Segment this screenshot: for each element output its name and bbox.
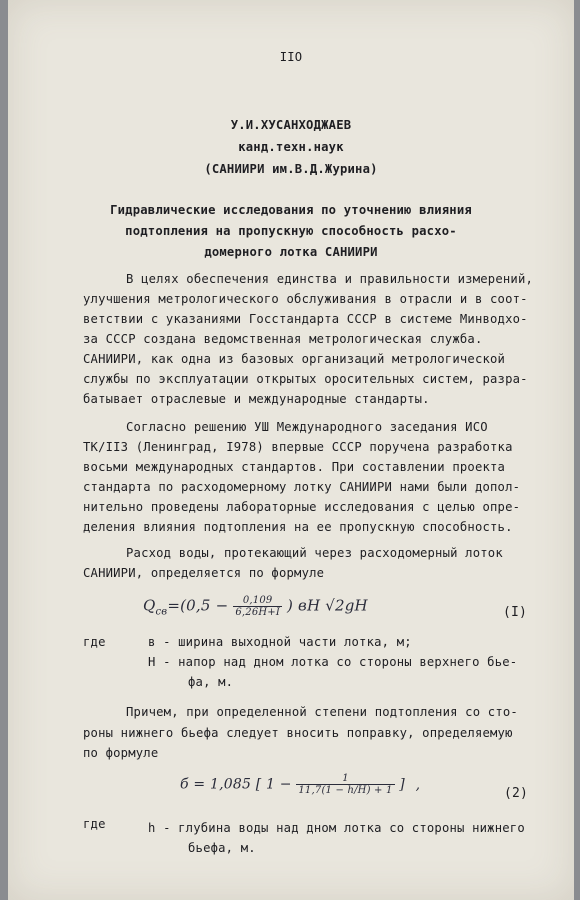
author-name: У.И.ХУСАНХОДЖАЕВ — [230, 118, 352, 132]
paragraph-line: Причем, при определенной степени подтопления со сто- — [126, 705, 518, 719]
where-label: где — [83, 817, 106, 831]
title-line: Гидравлические исследования по уточнению влияния — [110, 203, 472, 217]
paragraph-line: В целях обеспечения единства и правильности измерений, — [126, 272, 534, 286]
paragraph-line: Расход воды, протекающий через расходомерный лоток — [126, 546, 503, 560]
page-number: IIO — [279, 50, 303, 64]
formula-2-denominator: 11,7(1 − h/H) + 1 — [298, 785, 393, 796]
paragraph-line: за СССР создана ведомственная метрологическая служба. — [83, 332, 483, 346]
where-item: Н - напор над дном лотка со стороны верхнего бье- — [148, 655, 518, 669]
paragraph-line: улучшения метрологического обслуживания в отрасли и в соот- — [83, 292, 528, 306]
formula-1-lhs: Q — [143, 596, 156, 615]
document-page — [8, 0, 574, 900]
title-line: домерного лотка САНИИРИ — [204, 245, 378, 259]
where-item: h - глубина воды над дном лотка со стороны нижнего — [148, 821, 525, 835]
paragraph-line: ТК/II3 (Ленинград, I978) впервые СССР поручена разработка — [83, 440, 513, 454]
title-line: подтопления на пропускную способность расхо- — [125, 224, 457, 238]
paragraph-line: восьми международных стандартов. При составлении проекта — [83, 460, 506, 474]
where-item: фа, м. — [188, 675, 234, 689]
paragraph-line: роны нижнего бьефа следует вносить поправку, определяемую — [83, 726, 513, 740]
formula-2-open: [ 1 − — [255, 776, 292, 793]
author-affiliation: (САНИИРИ им.В.Д.Журина) — [204, 162, 378, 176]
paragraph-line: САНИИРИ, определяется по формуле — [83, 566, 325, 580]
formula-1-lhs-subscript: св — [155, 606, 168, 618]
where-item: в - ширина выходной части лотка, м; — [148, 635, 412, 649]
paragraph-line: стандарта по расходомерному лотку САНИИРИ нами были допол- — [83, 480, 521, 494]
formula-1-close: ) вH √2gH — [287, 596, 368, 615]
author-degree: канд.техн.наук — [238, 140, 344, 154]
formula-1-fraction — [233, 595, 282, 618]
paragraph-line: нительно проведены лабораторные исследования с целью опре- — [83, 500, 521, 514]
formula-1 — [143, 595, 368, 618]
paragraph-line: по формуле — [83, 746, 159, 760]
paragraph-line: ветствии с указаниями Госстандарта СССР в системе Минводхо- — [83, 312, 528, 326]
formula-1-open: =(0,5 − — [167, 596, 229, 615]
formula-2-fraction — [296, 773, 394, 796]
paragraph-line: службы по эксплуатации открытых оросительных систем, разра- — [83, 372, 528, 386]
formula-2-numerator: 1 — [296, 773, 394, 785]
formula-2-number: (2) — [504, 786, 529, 801]
paragraph-line: САНИИРИ, как одна из базовых организаций метрологической — [83, 352, 506, 366]
where-label: где — [83, 635, 106, 649]
paragraph-line: Согласно решению УШ Международного заседания ИСО — [126, 420, 488, 434]
paragraph-line: деления влияния подтопления на ее пропускную способность. — [83, 520, 513, 534]
formula-2 — [180, 773, 420, 796]
where-item: бьефа, м. — [188, 841, 256, 855]
formula-2-comma: , — [415, 776, 421, 793]
formula-2-lhs: б = 1,085 — [180, 776, 252, 793]
paragraph-line: батывает отраслевые и международные стандарты. — [83, 392, 430, 406]
formula-1-number: (I) — [503, 605, 528, 620]
formula-2-close: ] — [399, 776, 405, 793]
formula-1-numerator: 0,109 — [233, 595, 282, 607]
formula-1-denominator: 6,26H+I — [235, 607, 281, 618]
